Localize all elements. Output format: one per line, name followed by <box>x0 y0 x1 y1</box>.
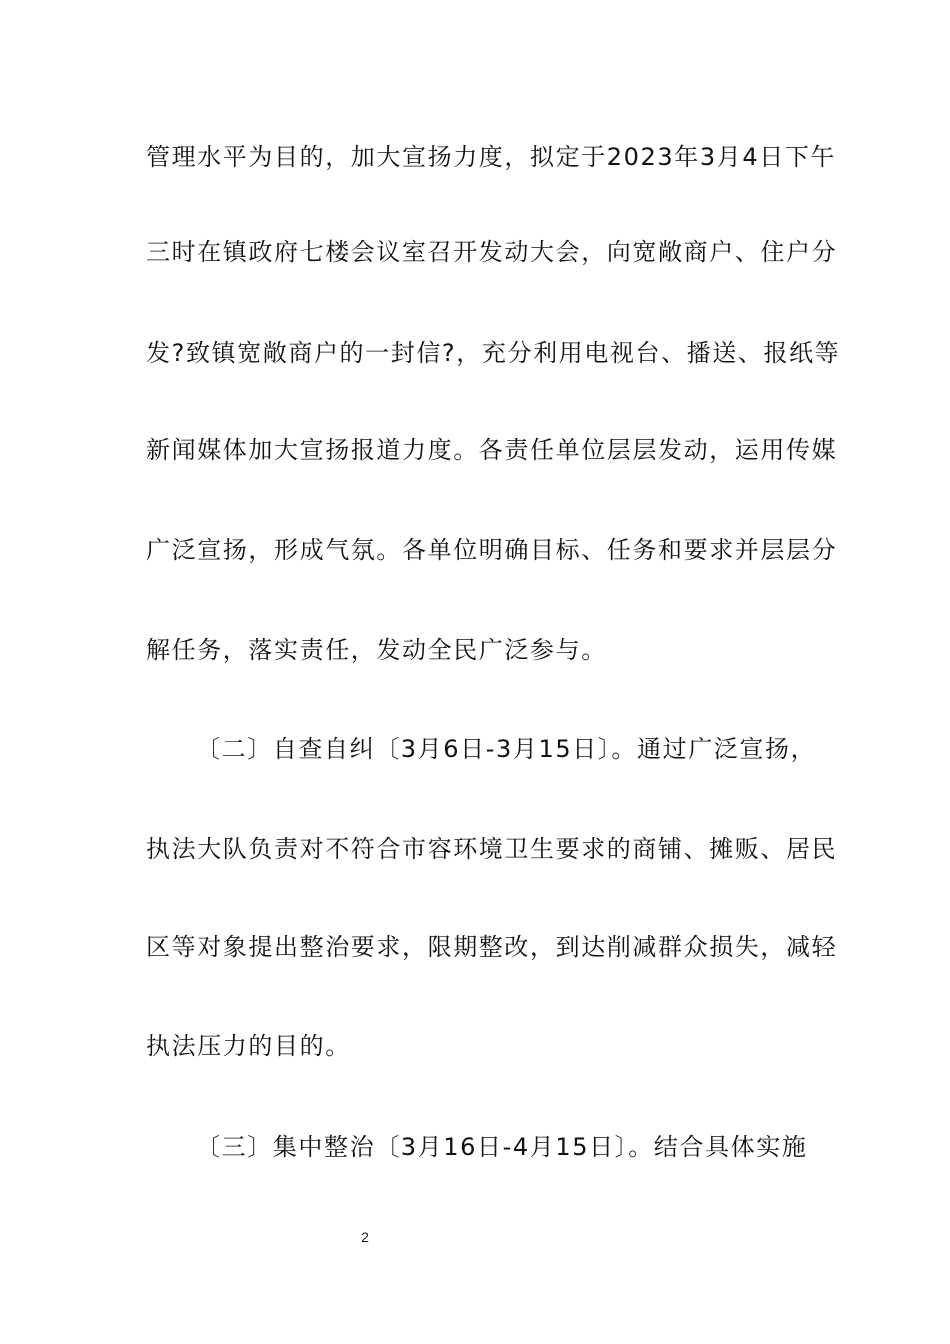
section-three-heading-line: 〔三〕集中整治〔3月16日-4月15日〕。结合具体实施 <box>196 1133 808 1161</box>
body-text-line: 管理水平为目的，加大宣扬力度，拟定于2023年3月4日下午 <box>146 143 837 171</box>
body-text-line: 执法压力的目的。 <box>146 1032 351 1060</box>
body-text-line: 区等对象提出整治要求，限期整改，到达削减群众损失，减轻 <box>146 933 838 961</box>
body-text-line: 广泛宣扬，形成气氛。各单位明确目标、任务和要求并层层分 <box>146 536 838 564</box>
body-text-line: 发?致镇宽敞商户的一封信?，充分利用电视台、播送、报纸等 <box>146 339 841 367</box>
body-text-line: 三时在镇政府七楼会议室召开发动大会，向宽敞商户、住户分 <box>146 238 838 266</box>
body-text-line: 解任务，落实责任，发动全民广泛参与。 <box>146 636 607 664</box>
body-text-line: 新闻媒体加大宣扬报道力度。各责任单位层层发动，运用传媒 <box>146 436 838 464</box>
page-number: 2 <box>361 1229 369 1245</box>
section-two-heading-line: 〔二〕自查自纠〔3月6日-3月15日〕。通过广泛宣扬， <box>196 735 817 763</box>
body-text-line: 执法大队负责对不符合市容环境卫生要求的商铺、摊贩、居民 <box>146 835 838 863</box>
